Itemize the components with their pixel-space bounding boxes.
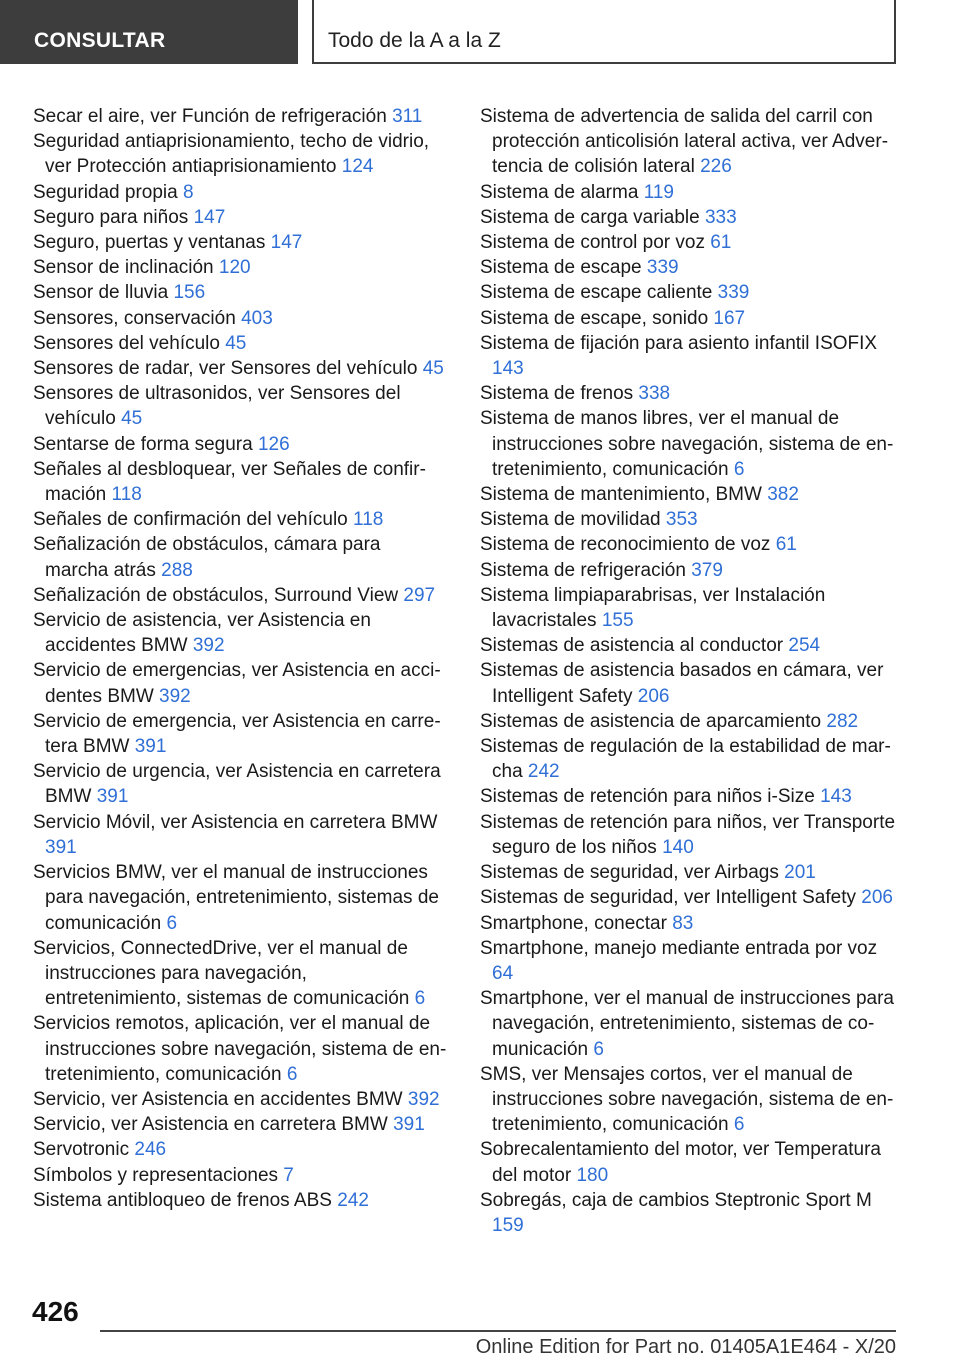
index-entry	[480, 507, 898, 532]
index-entry-text: Señales al desbloquear, ver Señales de confirmación	[33, 458, 426, 506]
page-reference-link[interactable]: 45	[121, 408, 143, 430]
page-reference-link[interactable]: 6	[286, 1063, 298, 1085]
index-entry	[480, 936, 898, 986]
index-entry-text: Sistemas de regulación de la estabilidad de marcha	[480, 736, 891, 783]
index-entry	[480, 1137, 898, 1187]
index-entry	[33, 205, 448, 230]
index-entry	[33, 1087, 448, 1112]
index-entry-text: Sistemas de asistencia basados en cámara, ver Intelligent Safety	[480, 660, 884, 707]
index-entry	[480, 230, 898, 255]
index-entry-text: Sistema de escape	[480, 257, 642, 279]
page-reference-link[interactable]: 140	[662, 836, 694, 858]
index-entry-text: Sistema de carga variable	[480, 206, 700, 228]
page-reference-link[interactable]: 391	[134, 736, 167, 758]
index-entry-text: Servicio, ver Asistencia en accidentes BMW	[33, 1088, 403, 1110]
index-entry	[33, 532, 448, 582]
section-tab: CONSULTAR	[0, 0, 298, 64]
page-reference-link[interactable]: 156	[173, 282, 206, 304]
index-entry-text: Sistemas de retención para niños, ver Transporte seguro de los niños	[480, 811, 896, 858]
index-entry-text: Sistema de fijación para asiento infantil ISOFIX	[480, 332, 878, 354]
page-reference-link[interactable]: 392	[407, 1088, 440, 1110]
page-reference-link[interactable]: 282	[826, 710, 859, 732]
index-column-right	[480, 104, 898, 1238]
page-reference-link[interactable]: 143	[820, 786, 852, 808]
index-entry-text: Smartphone, ver el manual de instrucciones para navegación, entretenimiento, sistemas de comunicación	[480, 988, 895, 1060]
index-entry	[33, 331, 448, 356]
index-entry	[480, 784, 898, 809]
page-reference-link[interactable]: 391	[45, 836, 77, 858]
index-entry-text: Servicio de emergencias, ver Asistencia en accidentes BMW	[33, 660, 441, 707]
page-reference-link[interactable]: 391	[96, 786, 129, 808]
index-entry-text: Sobrecalentamiento del motor, ver Temperatura del motor	[480, 1139, 881, 1186]
index-column-left	[33, 104, 448, 1213]
index-entry	[33, 280, 448, 305]
index-entry-text: Sistema de escape, sonido	[480, 307, 709, 329]
page-reference-link[interactable]: 201	[784, 862, 816, 884]
index-entry-text: Sistemas de asistencia al conductor	[480, 635, 784, 657]
index-entry-text: Sistema de manos libres, ver el manual de instrucciones sobre navegación, sistema de entretenimiento, comunicación	[480, 408, 894, 480]
index-entry-text: Sistema de escape caliente	[480, 282, 713, 304]
page-reference-link[interactable]: 6	[414, 988, 426, 1010]
page-reference-link[interactable]: 124	[341, 156, 374, 178]
index-entry-text: Seguridad antiaprisionamiento, techo de vidrio, ver Protección antiaprisionamiento	[33, 131, 430, 178]
index-entry-text: Sistema de frenos	[480, 383, 634, 405]
index-entry	[480, 1062, 898, 1138]
page-reference-link[interactable]: 288	[161, 559, 193, 581]
page-reference-link[interactable]: 339	[646, 257, 679, 279]
index-entry-text: Sensores, conservación	[33, 307, 236, 329]
page-reference-link[interactable]: 61	[775, 534, 797, 556]
page-reference-link[interactable]: 118	[111, 484, 142, 506]
index-entry-text: Sensores de radar, ver Sensores del vehículo	[33, 358, 418, 380]
edition-footer: Online Edition for Part no. 01405A1E464 - X/20	[475, 1336, 896, 1358]
index-entry	[33, 507, 448, 532]
index-entry-text: Sobregás, caja de cambios Steptronic Sport M	[480, 1189, 872, 1211]
index-entry-text: Servicio de asistencia, ver Asistencia en accidentes BMW	[33, 610, 371, 657]
index-entry	[33, 583, 448, 608]
index-entry	[33, 709, 448, 759]
index-entry-text: Sensores de ultrasonidos, ver Sensores del vehículo	[33, 383, 401, 430]
index-entry	[480, 306, 898, 331]
page-header	[0, 0, 960, 64]
index-entry	[33, 608, 448, 658]
page-reference-link[interactable]: 242	[527, 761, 560, 783]
page-reference-link[interactable]: 143	[492, 358, 524, 380]
index-entry	[33, 129, 448, 179]
index-entry	[480, 331, 898, 381]
page-reference-link[interactable]: 338	[638, 383, 671, 405]
index-entry	[33, 381, 448, 431]
index-entry	[33, 936, 448, 1012]
page-reference-link[interactable]: 45	[422, 358, 444, 380]
index-entry	[480, 406, 898, 482]
index-entry-text: Servicio Móvil, ver Asistencia en carretera BMW	[33, 811, 438, 833]
index-entry	[33, 1163, 448, 1188]
page-reference-link[interactable]: 254	[788, 635, 821, 657]
page-reference-link[interactable]: 8	[183, 181, 194, 203]
index-entry-text: Sistema de movilidad	[480, 509, 661, 531]
index-entry	[33, 457, 448, 507]
index-entry-text: Sistema de advertencia de salida del carril con protección anticolisión lateral activa, ver Advertencia de colisión lateral	[480, 106, 889, 178]
page-reference-link[interactable]: 147	[193, 206, 226, 228]
index-entry-text: Smartphone, manejo mediante entrada por voz	[480, 937, 878, 959]
index-entry	[480, 709, 898, 734]
page-reference-link[interactable]: 403	[241, 307, 273, 329]
index-entry	[33, 255, 448, 280]
index-entry-text: Servotronic	[33, 1139, 130, 1161]
index-entry-text: Sistema de reconocimiento de voz	[480, 534, 771, 556]
index-entry-text: SMS, ver Mensajes cortos, ver el manual de instrucciones sobre navegación, sistema de entretenimiento, comunicación	[480, 1063, 894, 1136]
page-title: Todo de la A a la Z	[312, 0, 896, 64]
index-entry	[480, 583, 898, 633]
index-entry	[480, 986, 898, 1062]
index-entry-text: Sensor de inclinación	[33, 257, 214, 279]
page-reference-link[interactable]: 242	[337, 1189, 369, 1211]
index-entry	[480, 104, 898, 180]
page-reference-link[interactable]: 333	[704, 206, 737, 228]
index-entry-text: Secar el aire, ver Función de refrigeración	[33, 106, 387, 127]
page-reference-link[interactable]: 155	[601, 610, 634, 632]
page-reference-link[interactable]: 6	[593, 1038, 604, 1060]
index-entry	[480, 911, 898, 936]
index-entry	[33, 230, 448, 255]
page-reference-link[interactable]: 392	[192, 635, 225, 657]
index-entry-text: Señalización de obstáculos, cámara para marcha atrás	[33, 534, 381, 581]
index-entry	[480, 532, 898, 557]
index-entry-text: Sistema de alarma	[480, 181, 639, 203]
index-entry	[480, 734, 898, 784]
index-entry-text: Smartphone, conectar	[480, 912, 667, 934]
index-entry	[33, 658, 448, 708]
index-entry-text: Servicio de emergencia, ver Asistencia en carretera BMW	[33, 710, 441, 758]
index-entry	[33, 356, 448, 381]
page-reference-link[interactable]: 61	[710, 232, 732, 254]
page-reference-link[interactable]: 226	[700, 156, 732, 178]
index-entry	[33, 1112, 448, 1137]
page-reference-link[interactable]: 119	[643, 181, 674, 203]
index-entry	[33, 860, 448, 936]
index-entry-text: Sistema de control por voz	[480, 232, 705, 254]
page-reference-link[interactable]: 206	[637, 685, 670, 707]
index-entry	[480, 860, 898, 885]
index-entry	[33, 180, 448, 205]
page-reference-link[interactable]: 126	[257, 433, 290, 455]
index-entry	[480, 255, 898, 280]
index-entry	[33, 1188, 448, 1213]
page-reference-link[interactable]: 392	[159, 685, 191, 707]
page-number: 426	[32, 1296, 79, 1327]
page-reference-link[interactable]: 118	[353, 509, 384, 531]
page-reference-link[interactable]: 167	[713, 307, 746, 329]
index-entry	[480, 280, 898, 305]
page-reference-link[interactable]: 147	[270, 232, 303, 254]
index-entry-text: Sistema antibloqueo de frenos ABS	[33, 1189, 332, 1211]
page-reference-link[interactable]: 83	[672, 912, 694, 934]
index-entry-text: Seguridad propia	[33, 181, 178, 203]
index-entry-text: Sistemas de seguridad, ver Intelligent Safety	[480, 887, 856, 909]
page-reference-link[interactable]: 391	[393, 1114, 425, 1136]
index-entry-text: Sistemas de retención para niños i-Size	[480, 786, 815, 808]
index-entry	[480, 658, 898, 708]
index-entry-text: Señales de confirmación del vehículo	[33, 509, 348, 531]
index-entry-text: Seguro para niños	[33, 206, 189, 228]
index-entry-text: Servicios remotos, aplicación, ver el manual de instrucciones sobre navegación, sistema de entretenimiento, comunicación	[33, 1013, 447, 1085]
page-reference-link[interactable]: 353	[665, 509, 698, 531]
index-entry	[33, 104, 448, 129]
page-reference-link[interactable]: 379	[691, 559, 723, 581]
page-reference-link[interactable]: 206	[861, 887, 893, 909]
index-entry-text: Sistemas de asistencia de aparcamiento	[480, 710, 822, 732]
page-reference-link[interactable]: 159	[492, 1214, 524, 1236]
page-reference-link[interactable]: 311	[392, 106, 423, 127]
page-reference-link[interactable]: 6	[733, 1114, 745, 1136]
page-reference-link[interactable]: 382	[767, 484, 799, 506]
page-reference-link[interactable]: 6	[733, 458, 745, 480]
page-reference-link[interactable]: 339	[717, 282, 750, 304]
index-entry-text: Sistema de mantenimiento, BMW	[480, 484, 762, 506]
index-entry-text: Sensor de lluvia	[33, 282, 169, 304]
index-entry-text: Servicios BMW, ver el manual de instrucciones para navegación, entretenimiento, sistemas de comunicación	[33, 862, 439, 934]
index-entry	[33, 759, 448, 809]
index-entry	[480, 205, 898, 230]
index-entry	[33, 810, 448, 860]
index-entry-text: Servicios, ConnectedDrive, ver el manual de instrucciones para navegación, entretenimiento, sistemas de comunicación	[33, 937, 410, 1010]
index-entry-text: Sensores del vehículo	[33, 332, 220, 354]
index-entry-text: Sistema de refrigeración	[480, 559, 686, 581]
page-reference-link[interactable]: 6	[166, 912, 178, 934]
index-entry	[33, 1011, 448, 1087]
index-entry-text: Servicio de urgencia, ver Asistencia en carretera BMW	[33, 761, 441, 808]
page-reference-link[interactable]: 120	[218, 257, 251, 279]
index-entry	[480, 810, 898, 860]
index-entry	[480, 180, 898, 205]
index-entry	[480, 482, 898, 507]
page-reference-link[interactable]: 7	[283, 1164, 294, 1186]
index-entry-text: Símbolos y representaciones	[33, 1164, 279, 1186]
page-reference-link[interactable]: 246	[134, 1139, 167, 1161]
index-entry	[480, 558, 898, 583]
index-entry	[480, 381, 898, 406]
index-entry-text: Servicio, ver Asistencia en carretera BMW	[33, 1114, 388, 1136]
index-entry	[480, 633, 898, 658]
index-entry	[33, 1137, 448, 1162]
page-reference-link[interactable]: 45	[225, 332, 247, 354]
index-entry-text: Señalización de obstáculos, Surround View	[33, 584, 399, 606]
index-entry	[33, 432, 448, 457]
index-entry-text: Seguro, puertas y ventanas	[33, 232, 266, 254]
index-entry	[33, 306, 448, 331]
page-reference-link[interactable]: 297	[403, 584, 436, 606]
index-entry	[480, 885, 898, 910]
index-entry-text: Sistemas de seguridad, ver Airbags	[480, 862, 779, 884]
index-entry	[480, 1188, 898, 1238]
index-entry-text: Sistema limpiaparabrisas, ver Instalación lavacristales	[480, 584, 826, 632]
footer-divider	[100, 1330, 896, 1332]
page-reference-link[interactable]: 64	[492, 962, 514, 984]
index-entry-text: Sentarse de forma segura	[33, 433, 253, 455]
page-reference-link[interactable]: 180	[576, 1164, 609, 1186]
